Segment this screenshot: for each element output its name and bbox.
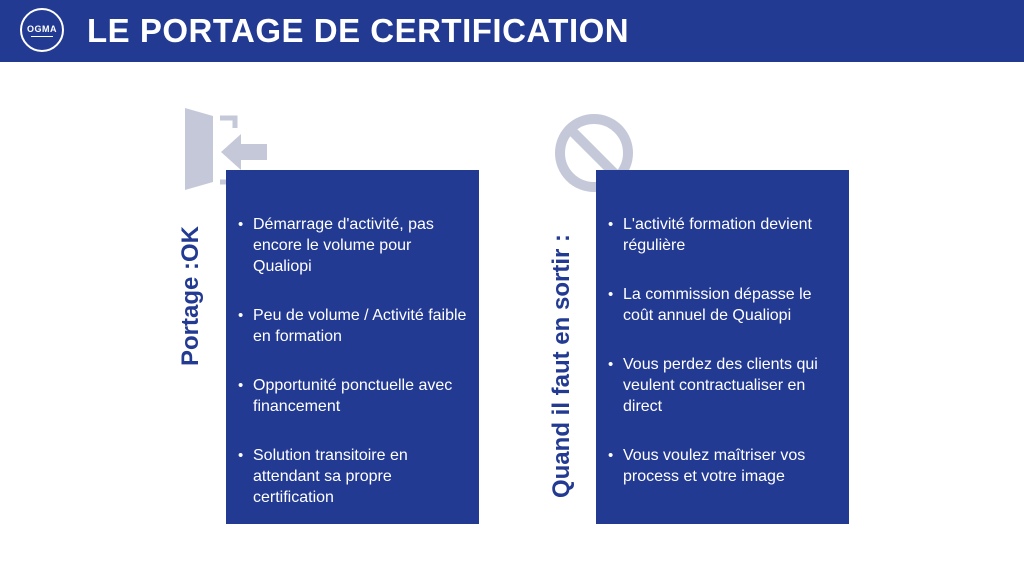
- portage-ok-list: [238, 214, 467, 508]
- exit-criteria-list: [608, 214, 837, 487]
- list-item: • Opportunité ponctuelle avec financement: [238, 375, 467, 417]
- exit-criteria-panel: [596, 170, 849, 524]
- list-item: • Vous perdez des clients qui veulent contractualiser en direct: [608, 354, 837, 417]
- logo-text: OGMA: [27, 23, 57, 34]
- list-item: • Solution transitoire en attendant sa propre certification: [238, 445, 467, 508]
- list-item: • Démarrage d'activité, pas encore le volume pour Qualiopi: [238, 214, 467, 277]
- exit-criteria-label: Quand il faut en sortir :: [548, 234, 575, 499]
- list-item: • L'activité formation devient régulière: [608, 214, 837, 256]
- page-title: LE PORTAGE DE CERTIFICATION: [87, 12, 630, 49]
- logo-divider: [31, 36, 53, 37]
- header-bar: [0, 0, 1024, 62]
- ogma-logo: [20, 8, 64, 52]
- portage-ok-label: Portage :OK: [177, 226, 204, 367]
- list-item: • La commission dépasse le coût annuel de Qualiopi: [608, 284, 837, 326]
- portage-ok-panel: [226, 170, 479, 524]
- list-item: • Vous voulez maîtriser vos process et votre image: [608, 445, 837, 487]
- list-item: • Peu de volume / Activité faible en formation: [238, 305, 467, 347]
